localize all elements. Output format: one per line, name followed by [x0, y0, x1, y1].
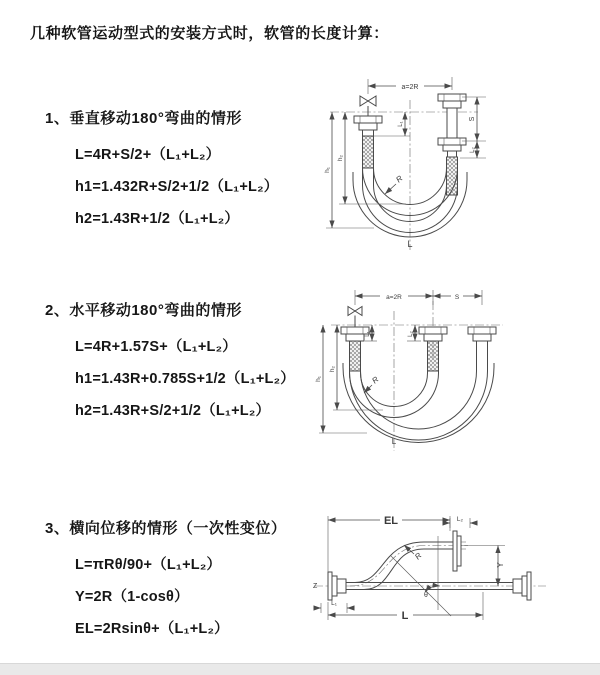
dim-label-l2: L₂: [408, 331, 414, 337]
formula-line: L=πRθ/90+（L₁+L₂）: [75, 557, 222, 573]
dim-label-a2r: a=2R: [386, 294, 402, 301]
middle-flange-fitting: [419, 327, 447, 371]
left-flange-fitting: [328, 572, 346, 600]
dim-label-h2: h₂: [337, 154, 344, 162]
page-title: 几种软管运动型式的安装方式时，软管的长度计算：: [30, 25, 389, 42]
dimension-l1: [314, 600, 354, 613]
length-label: L: [391, 437, 397, 446]
dimension-el: [328, 515, 450, 572]
hose-braid: [447, 157, 458, 195]
right-flange-fitting: [513, 572, 531, 600]
right-flange-fitting: [468, 327, 496, 355]
dim-label-s: S: [454, 294, 460, 301]
right-flange-fitting: [438, 94, 466, 195]
diagram-lateral-displacement: [300, 498, 600, 648]
dim-label-l1: L₁: [365, 331, 371, 337]
length-label: L: [407, 239, 413, 249]
dim-label-h1: h₁: [315, 376, 322, 382]
dim-label-y: Y: [496, 562, 505, 568]
dim-label-l1: L₁: [331, 600, 337, 607]
section-horizontal-move: [45, 299, 295, 427]
formula-line: L=4R+S/2+（L₁+L₂）: [75, 147, 221, 163]
left-flange-fitting: [354, 116, 382, 168]
centerlines: [314, 546, 546, 587]
break-mark-label: Z: [313, 583, 318, 590]
upper-flange-fitting: [453, 531, 466, 571]
dim-label-h1: h₁: [324, 167, 331, 173]
section-heading: 3、横向位移的情形（一次性变位）: [45, 520, 287, 537]
dim-label-el: EL: [383, 515, 399, 527]
theta-label: θ: [424, 592, 428, 599]
dimension-y: [461, 546, 505, 587]
formula-line: h1=1.43R+0.785S+1/2（L₁+L₂）: [75, 371, 295, 387]
section-heading: 1、垂直移动180°弯曲的情形: [45, 110, 242, 127]
dimension-l: [328, 592, 483, 622]
formula-line: L=4R+1.57S+（L₁+L₂）: [75, 339, 237, 355]
section-heading: 2、水平移动180°弯曲的情形: [45, 302, 242, 319]
length-label: L: [401, 610, 409, 622]
diagram-vertical-180-bend: [310, 70, 600, 265]
diagram-horizontal-180-bend: [305, 283, 600, 458]
formula-line: h2=1.43R+1/2（L₁+L₂）: [75, 211, 240, 227]
section-vertical-move: [45, 107, 278, 235]
dim-label-l1: L₁: [398, 121, 404, 127]
valve-icon: [360, 96, 376, 116]
formula-line: EL=2Rsinθ+（L₁+L₂）: [75, 621, 229, 637]
dimension-a2r: [355, 290, 482, 305]
radius-label: R: [370, 374, 381, 386]
dimension-a2r: [368, 77, 452, 94]
dimension-s: [433, 294, 482, 301]
radius-label: R: [394, 173, 405, 185]
dim-label-a2r: a=2R: [401, 84, 419, 91]
hose-braid: [350, 341, 361, 371]
dim-label-s: S: [469, 116, 476, 122]
dimension-l2: [443, 516, 477, 528]
dimension-l2: [470, 141, 477, 158]
valve-icon: [348, 307, 362, 328]
radius-callout: [364, 375, 381, 393]
u-bend-hose-arcs: [343, 355, 494, 442]
page-edge-strip: [0, 663, 600, 675]
dim-label-l2: L₂: [470, 147, 476, 153]
dim-label-l2: L₂: [456, 516, 464, 523]
radius-callout: [385, 174, 405, 194]
formula-line: h2=1.43R+S/2+1/2（L₁+L₂）: [75, 403, 271, 419]
hose-braid: [428, 341, 439, 371]
formula-line: h1=1.432R+S/2+1/2（L₁+L₂）: [75, 179, 279, 195]
dim-label-h2: h₂: [329, 365, 336, 373]
formula-line: Y=2R（1-cosθ）: [75, 589, 189, 605]
section-lateral-move: [45, 517, 286, 645]
hose-braid: [363, 136, 374, 168]
radius-label: R: [413, 551, 424, 562]
